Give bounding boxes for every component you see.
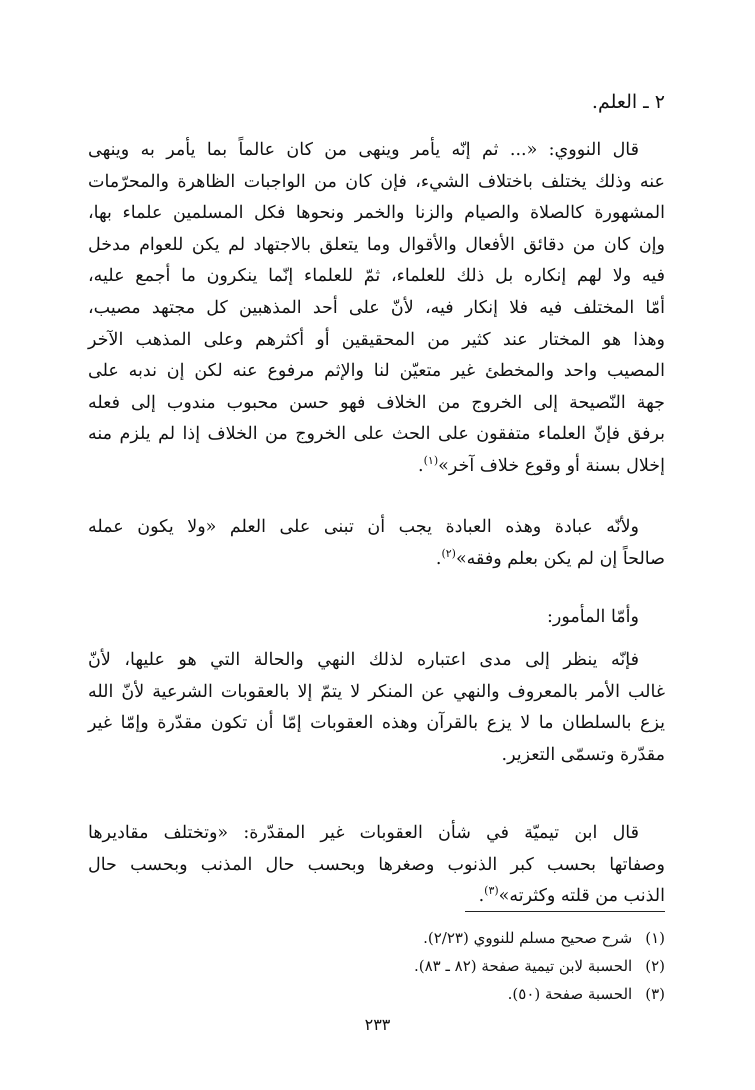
text-line: وهذا هو المختار عند كثير من المحقيقين أو أكثرهم وعلى المذهب الآخر xyxy=(88,329,665,350)
section-heading: ٢ ـ العلم. xyxy=(591,91,665,113)
footnote-ref-1[interactable]: (١) xyxy=(423,454,439,468)
text-line: فإنّه ينظر إلى مدى اعتباره لذلك النهي والحالة التي هو عليها، لأنّ xyxy=(88,650,639,670)
footnote-ref-2[interactable]: (٢) xyxy=(441,546,456,560)
text-fragment: الذنب من قلته وكثرته» xyxy=(498,886,665,907)
paragraph-subheading xyxy=(88,602,665,634)
footnote-text: الحسبة صفحة (٥٠). xyxy=(507,985,633,1003)
footnote-divider xyxy=(465,911,665,912)
text-line: جهة النّصيحة إلى الخروج من الخلاف فهو حسن محبوب مندوب إلى فعله xyxy=(88,392,665,413)
sentence-end: . xyxy=(418,455,424,476)
text-line xyxy=(88,544,665,576)
sentence-end: . xyxy=(478,886,485,907)
text-line: المصيب واحد والمخطئ غير متعيّن لنا والإثم مرفوع عنه لكن إن ندبه على xyxy=(88,361,665,382)
text-line xyxy=(88,451,665,483)
text-line: عنه وذلك يختلف باختلاف الشيء، فإن كان من الواجبات الظاهرة والمحرّمات xyxy=(88,171,665,192)
footnote-number: (١) xyxy=(645,929,665,947)
footnote-number: (٢) xyxy=(645,957,665,975)
footnote-item xyxy=(414,980,665,1008)
footnote-text: شرح صحيح مسلم للنووي (٢/٢٣). xyxy=(423,929,633,947)
text-line: غالب الأمر بالمعروف والنهي عن المنكر لا يتمّ إلا بالعقوبات الشرعية لأنّ الله xyxy=(88,681,665,702)
text-line: برفق فإنّ العلماء متفقون على الحث على الخروج من الخلاف إذا لم يلزم منه xyxy=(88,424,665,445)
footnote-text: الحسبة لابن تيمية صفحة (٨٢ ـ ٨٣). xyxy=(413,957,633,975)
text-line: قال النووي: «... ثم إنّه يأمر وينهى من كان عالماً بما يأمر به وينهى xyxy=(88,140,639,160)
text-line: فيه ولا لهم إنكاره بل ذلك للعلماء، ثمّ للعلماء إنّما ينكرون ما أجمع عليه، xyxy=(88,266,665,287)
text-fragment: صالحاً إن لم يكن بعلم وفقه» xyxy=(455,548,665,569)
text-line: قال ابن تيميّة في شأن العقوبات غير المقدّرة: «وتختلف مقاديرها xyxy=(88,823,639,843)
footnote-item xyxy=(414,924,665,952)
footnotes-list xyxy=(414,924,665,1008)
text-line: وصفاتها بحسب كبر الذنوب وصغرها وبحسب حال المذنب وبحسب حال xyxy=(88,854,665,875)
text-line: يزع بالسلطان ما لا يزع بالقرآن وهذه العقوبات إمّا أن تكون مقدّرة وإمّا غير xyxy=(88,713,665,734)
text-line: أمّا المختلف فيه فلا إنكار فيه، لأنّ على أحد المذهبين كل مجتهد مصيب، xyxy=(88,297,665,318)
paragraph-punishments xyxy=(88,645,665,771)
text-line: وأمّا المأمور: xyxy=(547,607,639,627)
footnote-number: (٣) xyxy=(645,985,665,1003)
paragraph-ibn-taymiyyah-quote xyxy=(88,818,665,913)
page-number: ٢٣٣ xyxy=(364,1015,391,1034)
footnote-item xyxy=(414,952,665,980)
paragraph-nawawi-quote xyxy=(88,135,665,483)
text-line: مقدّرة وتسمّى التعزير. xyxy=(501,744,665,765)
text-line: ولأنّه عبادة وهذه العبادة يجب أن تبنى على العلم «ولا يكون عمله xyxy=(88,517,639,537)
footnote-ref-3[interactable]: (٣) xyxy=(484,884,499,898)
text-line: وإن كان من دقائق الأفعال والأقوال وما يتعلق بالاجتهاد لم يكن للعوام مدخل xyxy=(88,234,665,255)
paragraph-worship-knowledge xyxy=(88,512,665,575)
text-line xyxy=(88,881,665,913)
text-line: المشهورة كالصلاة والصيام والزنا والخمر ونحوها فكل المسلمين علماء بها، xyxy=(88,203,665,224)
sentence-end: . xyxy=(435,548,442,569)
text-fragment: إخلال بسنة أو وقوع خلاف آخر» xyxy=(438,455,665,476)
